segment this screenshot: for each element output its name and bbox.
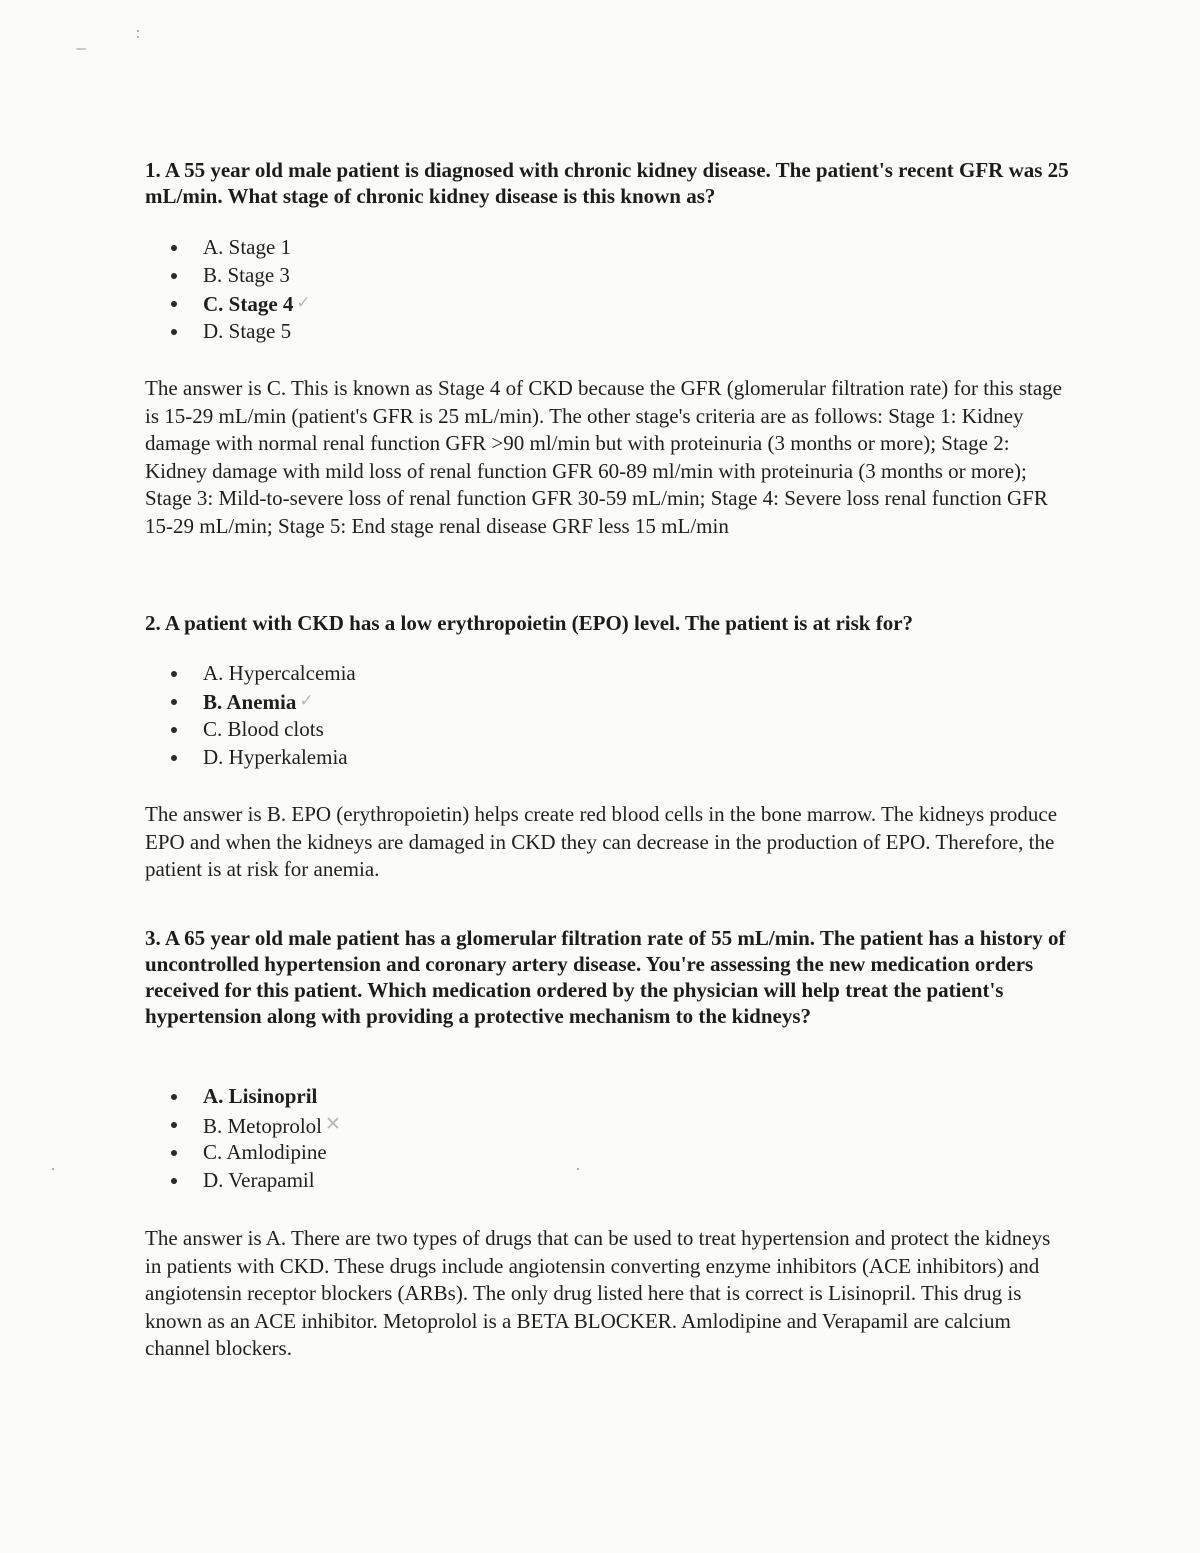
bullet-icon — [171, 1178, 177, 1184]
bullet-icon — [171, 301, 177, 307]
bullet-icon — [171, 245, 177, 251]
bullet-icon — [171, 755, 177, 761]
option-label: D. Hyperkalemia — [203, 745, 348, 769]
question-1-option-c — [163, 289, 311, 317]
question-2-answer: The answer is B. EPO (erythropoietin) helps create red blood cells in the bone marrow. The kidneys produce EPO and when the kidneys are damaged in CKD they can decrease in the production of EPO. Therefore, the patient is at risk for anemia. — [145, 802, 1058, 881]
option-label: D. Verapamil — [203, 1168, 315, 1192]
question-3-prompt: 3. A 65 year old male patient has a glomerular filtration rate of 55 mL/min. The patient has a history of uncontrolled hypertension and coronary artery disease. You're assessing the new medication orders received for this patient. Which medication ordered by the physician will help treat the patient's hypertension along with providing a protective mechanism to the kidneys? — [145, 926, 1066, 1028]
question-1-option-d — [163, 317, 311, 345]
question-2-option-b — [163, 687, 356, 715]
question-1-option-b — [163, 261, 311, 289]
option-label: B. Stage 3 — [203, 263, 290, 287]
option-label: B. Anemia — [203, 690, 297, 714]
question-2-option-d — [163, 743, 356, 771]
question-3-option-a — [163, 1082, 341, 1110]
option-label: A. Hypercalcemia — [203, 661, 356, 685]
checkmark-icon: ✓ — [296, 293, 311, 313]
checkmark-icon: ✓ — [299, 691, 314, 711]
cross-mark-icon: ✕ — [325, 1113, 341, 1135]
option-label: D. Stage 5 — [203, 319, 292, 343]
bullet-icon — [171, 1122, 177, 1128]
option-label: C. Amlodipine — [203, 1140, 327, 1164]
question-1-prompt: 1. A 55 year old male patient is diagnosed with chronic kidney disease. The patient's recent GFR was 25 mL/min. What stage of chronic kidney disease is this known as? — [145, 158, 1069, 208]
question-3-options — [163, 1082, 341, 1194]
bullet-icon — [171, 671, 177, 677]
bullet-icon — [171, 699, 177, 705]
option-label: C. Stage 4 — [203, 292, 294, 316]
question-3-answer: The answer is A. There are two types of drugs that can be used to treat hypertension and protect the kidneys in patients with CKD. These drugs include angiotensin converting enzyme inhibitors (ACE inhibitors) and angiotensin receptor blockers (ARBs). The only drug listed here that is correct is Lisinopril. This drug is known as an ACE inhibitor. Metoprolol is a BETA BLOCKER. Amlodipine and Verapamil are calcium channel blockers. — [145, 1226, 1051, 1360]
question-3-option-b — [163, 1110, 341, 1138]
question-1-answer: The answer is C. This is known as Stage 4 of CKD because the GFR (glomerular filtration rate) for this stage is 15-29 mL/min (patient's GFR is 25 mL/min). The other stage's criteria are as follows: Stage 1: Kidney damage with normal renal function GFR >90 ml/min but with proteinuria (3 months or more); Stage 2: Kidney damage with mild loss of renal function GFR 60-89 ml/min with proteinuria (3 months or more); Stage 3: Mild-to-severe loss of renal function GFR 30-59 mL/min; Stage 4: Severe loss renal function GFR 15-29 mL/min; Stage 5: End stage renal disease GRF less 15 mL/min — [145, 376, 1062, 538]
question-2-options — [163, 659, 356, 771]
question-2-prompt: 2. A patient with CKD has a low erythropoietin (EPO) level. The patient is at risk for? — [145, 611, 914, 635]
question-3-option-d — [163, 1166, 341, 1194]
bullet-icon — [171, 329, 177, 335]
bullet-icon — [171, 1094, 177, 1100]
option-label: A. Stage 1 — [203, 235, 292, 259]
scan-speck — [137, 36, 139, 38]
question-2-option-c — [163, 715, 356, 743]
bullet-icon — [171, 273, 177, 279]
scan-speck — [52, 1168, 54, 1170]
scan-speck — [577, 1168, 579, 1170]
scan-speck — [76, 48, 86, 50]
option-label: A. Lisinopril — [203, 1084, 318, 1108]
bullet-icon — [171, 1150, 177, 1156]
question-3-option-c — [163, 1138, 341, 1166]
option-label: C. Blood clots — [203, 717, 324, 741]
question-2-option-a — [163, 659, 356, 687]
bullet-icon — [171, 727, 177, 733]
question-1-option-a — [163, 233, 311, 261]
option-label: B. Metoprolol — [203, 1114, 322, 1138]
question-1-options — [163, 233, 311, 345]
scan-speck — [137, 30, 139, 32]
